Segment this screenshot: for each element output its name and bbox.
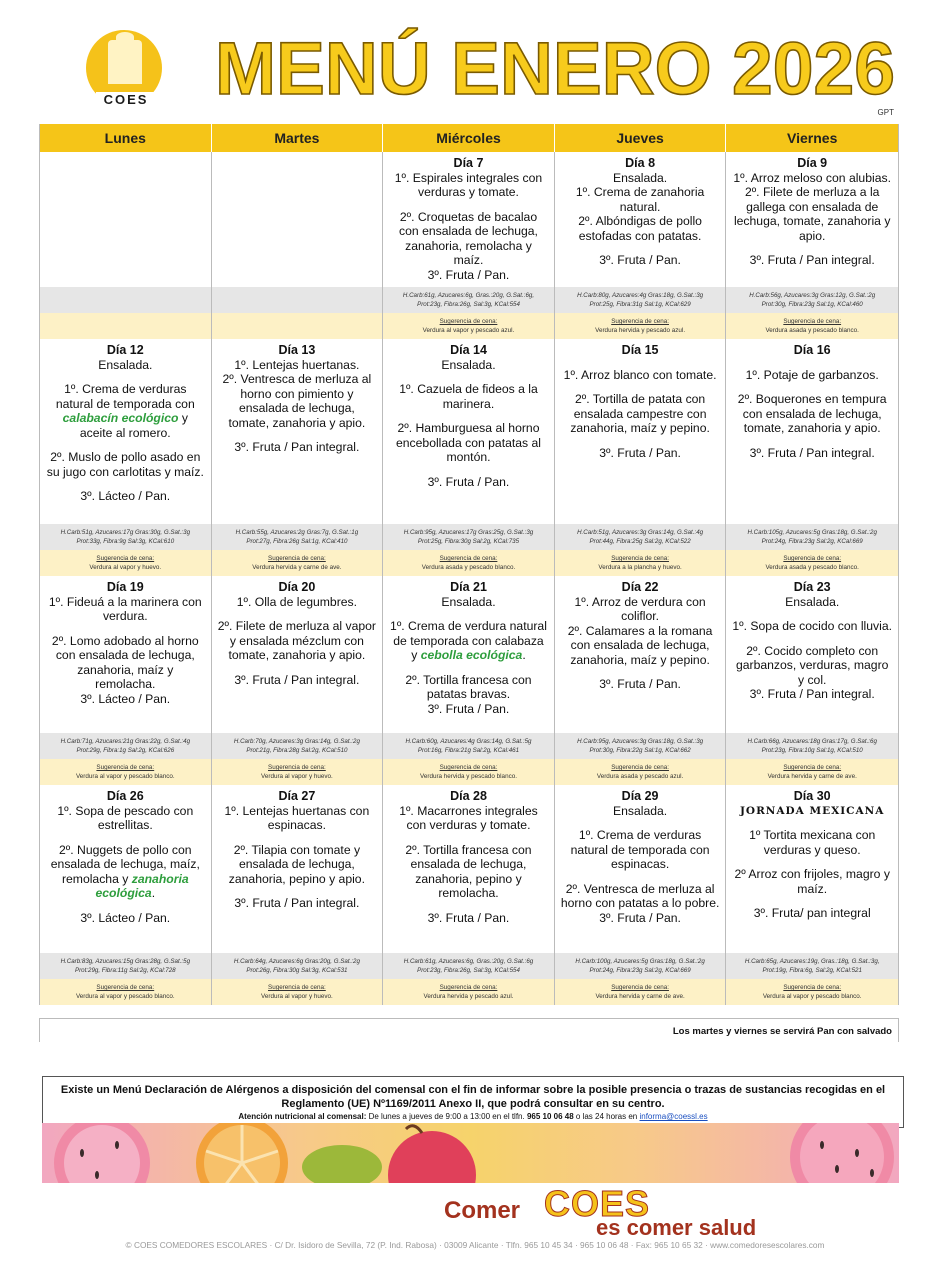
nutrition-line: H.Carb:100g, Azucares:5g Gras:18g, G.Sat.:2g (575, 958, 705, 965)
dish-line: 3º. Fruta / Pan. (427, 474, 510, 489)
dinner-suggestion-text: Verdura al vapor y huevo. (89, 564, 162, 571)
dinner-suggestion (383, 550, 554, 576)
dish-line: 3º. Lácteo / Pan. (80, 489, 171, 503)
dish-line: 2º. Calamares a la romana con ensalada de lechuga, zanahoria, maíz y pepino. (567, 623, 713, 667)
logo-text: COES (96, 92, 156, 107)
week-row (40, 785, 898, 1005)
day-number: Día 15 (621, 343, 659, 357)
dish-line: 1º. Macarrones integrales con verduras y tomate. (399, 803, 538, 832)
dinner-suggestion-text: Verdura hervida y pescado azul. (595, 327, 686, 334)
dinner-suggestion (212, 979, 383, 1005)
nutrition-info (40, 733, 211, 759)
day-number: Día 21 (450, 580, 487, 594)
dinner-suggestion (555, 550, 726, 576)
nutrition-info (383, 953, 554, 979)
week-row (40, 152, 898, 339)
day-cell (40, 576, 212, 785)
dinner-suggestion (726, 759, 898, 785)
nutrition-line: H.Carb:60g, Azucares:4g Gras:14g, G.Sat.:5g (405, 738, 532, 745)
day-number: Día 28 (450, 789, 487, 803)
slogan-coes: COES (544, 1183, 651, 1224)
page-title-text: MENÚ ENERO 2026 (215, 27, 895, 110)
dish-line: 1º Tortita mexicana con verduras y queso. (749, 828, 876, 857)
dish-line: Ensalada. (98, 357, 153, 372)
dish-line: 3º. Fruta / Pan integral. (749, 445, 875, 460)
dish-line: 3º. Fruta / Pan. (599, 677, 681, 691)
dish-line: Ensalada. (441, 594, 496, 609)
dinner-suggestion-text: Verdura asada y pescado azul. (596, 773, 684, 780)
dinner-suggestion-title: Sugerencia de cena: (783, 764, 842, 771)
nutrition-info (212, 524, 383, 550)
day-dishes (726, 576, 898, 733)
day-dishes (383, 576, 554, 733)
nutrition-line: Prot:21g, Fibra:28g Sal:2g, KCal:510 (246, 747, 348, 754)
dish-line: 1º. Sopa de pescado con estrellitas. (57, 803, 194, 832)
dinner-suggestion-text: Verdura al vapor y pescado blanco. (75, 993, 175, 1000)
nutrition-line: H.Carb:70g, Azucares:3g Gras:14g, G.Sat.:2g (233, 738, 360, 745)
day-cell (726, 339, 898, 576)
weekday-header: Martes (212, 124, 384, 152)
dinner-suggestion-text: Verdura asada y pescado blanco. (421, 564, 516, 571)
dinner-suggestion-text: Verdura al vapor y pescado azul. (422, 327, 515, 334)
day-number: Día 29 (621, 789, 659, 803)
day-number: Día 13 (278, 343, 316, 357)
dish-line: 3º. Fruta / Pan integral. (234, 440, 360, 454)
dinner-suggestion (555, 313, 726, 339)
dish-line: 1º. Arroz blanco con tomate. (563, 367, 717, 382)
nutrition-line: Prot:23g, Fibra:26g, Sal:3g, KCal:554 (417, 301, 520, 308)
dish-line: 3º. Fruta / Pan. (599, 910, 681, 925)
dinner-suggestion-text: Verdura a la plancha y huevo. (598, 564, 682, 571)
day-dishes (383, 339, 554, 524)
dinner-suggestion-text: Verdura asada y pescado blanco. (765, 564, 859, 571)
slogan (440, 1183, 800, 1243)
dinner-suggestion-text: Verdura hervida y carne de ave. (595, 993, 685, 1000)
nutrition-line: H.Carb:66g, Azucares:18g Gras:17g, G.Sat.:6g (747, 738, 877, 745)
dinner-suggestion (212, 313, 383, 339)
dinner-suggestion (40, 759, 211, 785)
day-number: Día 30 (793, 789, 831, 803)
dinner-suggestion-text: Verdura hervida y carne de ave. (767, 773, 857, 780)
dinner-suggestion (40, 313, 211, 339)
slogan-subtitle: es comer salud (596, 1215, 757, 1240)
nutrition-info (212, 287, 383, 313)
dish-line: 3º. Fruta / Pan integral. (749, 253, 875, 267)
eco-ingredient: zanahoria ecológica (95, 871, 189, 900)
nutrition-line: H.Carb:64g, Azucares:6g Gras:20g, G.Sat.:2g (233, 958, 360, 965)
coes-logo (82, 30, 164, 112)
day-dishes (40, 576, 211, 733)
day-dishes (555, 785, 726, 953)
nutrition-line: H.Carb:51g, Azucares:17g Gras:30g, G.Sat.:3g (60, 529, 191, 536)
nutrition-info (212, 953, 383, 979)
nutrition-phone: 965 10 06 48 (526, 1112, 574, 1121)
nutrition-line: Prot:44g, Fibra:25g Sal:2g, KCal:522 (589, 538, 691, 545)
dish-line: 1º. Olla de legumbres. (236, 594, 358, 609)
nutrition-line: Prot:26g, Fibra:30g Sal:3g, KCal:531 (246, 967, 348, 974)
weekday-header: Jueves (555, 124, 727, 152)
footer-address: © COES COMEDORES ESCOLARES · C/ Dr. Isidoro de Sevilla, 72 (P. Ind. Rabosa) · 03009 Alicante · Tlfn. 965 10 45 34 · 965 10 06 48 · Fax: 965 10 65 32 · www.comedoresescolares.com (125, 1240, 825, 1250)
day-cell (726, 785, 898, 1005)
special-day-label: JORNADA MEXICANA (739, 804, 885, 817)
nutrition-line: Prot:24g, Fibra:23g Sal:2g, KCal:669 (761, 538, 863, 545)
nutrition-line: H.Carb:71g, Azucares:21g Gras:22g, G.Sat.:4g (60, 738, 191, 745)
dish-line: 2º. Tortilla de patata con ensalada campestre con zanahoria, maíz y pepino. (570, 392, 710, 435)
dinner-suggestion-title: Sugerencia de cena: (268, 555, 326, 562)
nutrition-line: H.Carb:56g, Azucares:3g Gras:12g, G.Sat.:2g (749, 292, 876, 299)
nutrition-email-link[interactable]: informa@coessl.es (639, 1112, 708, 1121)
day-dishes (726, 785, 898, 953)
day-dishes (555, 152, 726, 287)
dish-line: 1º. Crema de verduras natural de temporada con calabacín ecológico y aceite al romero. (55, 382, 195, 440)
dinner-suggestion-text: Verdura al vapor y pescado blanco. (75, 773, 175, 780)
nutrition-line: Prot:33g, Fibra:9g Sal:3g, KCal:610 (76, 538, 175, 545)
day-cell (555, 576, 727, 785)
day-cell (212, 339, 384, 576)
dish-line: 2º. Lomo adobado al horno con ensalada de lechuga, zanahoria, maíz y remolacha. (51, 633, 199, 691)
day-number: Día 9 (797, 156, 828, 170)
dish-line: 3º. Fruta / Pan. (427, 701, 510, 716)
day-cell (212, 576, 384, 785)
dish-line: Ensalada. (785, 594, 840, 609)
nutrition-line: H.Carb:95g, Azucares:3g Gras:18g, G.Sat.:3g (577, 738, 704, 745)
nutrition-line: H.Carb:55g, Azucares:2g Gras:7g, G.Sat.:1g (235, 529, 359, 536)
day-number: Día 16 (793, 343, 831, 357)
nutrition-info (383, 287, 554, 313)
day-dishes (40, 152, 211, 287)
dish-line: 1º. Cazuela de fideos a la marinera. (399, 382, 538, 411)
nutrition-line: Prot:29g, Fibra:11g Sal:2g, KCal:728 (74, 967, 176, 974)
dinner-suggestion-text: Verdura asada y pescado blanco. (765, 327, 859, 334)
dish-line: 2º. Nuggets de pollo con ensalada de lechuga, maíz, remolacha y zanahoria ecológica. (50, 842, 200, 900)
day-dishes (383, 785, 554, 953)
dish-line: 1º. Sopa de cocido con lluvia. (732, 619, 892, 633)
nutrition-line: H.Carb:65g, Azucares:19g, Gras.:18g, G.Sat.:3g, (744, 958, 880, 965)
nutrition-info (212, 733, 383, 759)
dinner-suggestion-title: Sugerencia de cena: (783, 555, 842, 562)
dinner-suggestion-title: Sugerencia de cena: (96, 764, 155, 771)
dinner-suggestion (383, 759, 554, 785)
nutrition-info (383, 524, 554, 550)
dish-line: 3º. Fruta / Pan. (599, 445, 681, 460)
weekday-header-row (40, 124, 898, 152)
nutrition-info (555, 733, 726, 759)
day-cell (383, 152, 555, 339)
dinner-suggestion-text: Verdura hervida y pescado blanco. (420, 773, 517, 780)
dish-line: 3º. Fruta / Pan integral. (234, 672, 360, 687)
dish-line: 3º. Fruta/ pan integral (753, 906, 871, 920)
dish-line: 2º. Ventresca de merluza al horno con pimiento y ensalada de lechuga, tomate, zanahoria y apio. (222, 372, 372, 430)
weekday-header: Miércoles (383, 124, 555, 152)
dinner-suggestion (726, 313, 898, 339)
nutrition-info (726, 953, 898, 979)
nutrition-info (40, 287, 211, 313)
dinner-suggestion (212, 759, 383, 785)
day-cell (383, 339, 555, 576)
day-number: Día 7 (453, 156, 484, 170)
dish-line: Ensalada. (441, 357, 496, 372)
dish-line: Ensalada. (612, 803, 668, 818)
day-number: Día 26 (106, 789, 144, 803)
bread-note: Los martes y viernes se servirá Pan con salvado (39, 1018, 899, 1042)
dinner-suggestion-title: Sugerencia de cena: (439, 984, 498, 991)
day-number: Día 8 (625, 156, 656, 170)
day-cell (726, 576, 898, 785)
nutrition-info (555, 953, 726, 979)
nutrition-line: Prot:29g, Fibra:1g Sal:2g, KCal:626 (76, 747, 175, 754)
dinner-suggestion-title: Sugerencia de cena: (96, 984, 155, 991)
allergen-text: Existe un Menú Declaración de Alérgenos a disposición del comensal con el fin de informar sobre la posible presencia o trazas de sustancias recogidas en el Reglamento (UE) Nº1169/2011 Anexo II, que podrá consultar en su centro. (60, 1084, 886, 1110)
apple-icon (388, 1131, 476, 1183)
dinner-suggestion-title: Sugerencia de cena: (268, 764, 326, 771)
nutrition-line: Prot:24g, Fibra:23g Sal:2g, KCal:669 (589, 967, 691, 974)
dinner-suggestion-title: Sugerencia de cena: (96, 555, 155, 562)
dinner-suggestion (212, 550, 383, 576)
day-cell (40, 152, 212, 339)
dish-line: Ensalada. (612, 170, 668, 185)
day-dishes (726, 339, 898, 524)
dish-line: 2º. Croquetas de bacalao con ensalada de lechuga, zanahoria, remolacha y maíz. (399, 209, 538, 267)
dinner-suggestion-text: Verdura hervida y pescado azul. (423, 993, 514, 1000)
dinner-suggestion-title: Sugerencia de cena: (439, 318, 498, 325)
fruit-banner (42, 1123, 899, 1183)
day-dishes (40, 339, 211, 524)
day-dishes (40, 785, 211, 953)
day-dishes (212, 576, 383, 733)
day-number: Día 27 (278, 789, 316, 803)
dinner-suggestion-title: Sugerencia de cena: (611, 984, 669, 991)
day-cell (212, 785, 384, 1005)
dish-line: 2º. Filete de merluza al vapor y ensalada mézclum con tomate, zanahoria y apio. (217, 619, 376, 662)
day-cell (555, 785, 727, 1005)
week-row (40, 576, 898, 785)
nutrition-line: H.Carb:83g, Azucares:15g Gras:28g, G.Sat.:5g (60, 958, 191, 965)
dinner-suggestion-title: Sugerencia de cena: (611, 555, 669, 562)
dish-line: 3º. Fruta / Pan. (427, 267, 510, 282)
nutrition-info (726, 524, 898, 550)
dish-line: 2º. Boquerones en tempura con ensalada de lechuga, tomate, zanahoria y apio. (737, 392, 887, 435)
weekday-header: Viernes (787, 130, 838, 146)
nutrition-info (726, 287, 898, 313)
dish-line: 2º. Ventresca de merluza al horno con patatas a lo pobre. (560, 881, 720, 910)
dish-line: 3º. Fruta / Pan integral. (234, 896, 360, 910)
dinner-suggestion-title: Sugerencia de cena: (783, 984, 842, 991)
nutrition-contact-text-a: De lunes a jueves de 9:00 a 13:00 en el tlfn. (366, 1112, 527, 1121)
nutrition-contact-line (43, 1111, 903, 1122)
dish-line: 1º. Potaje de garbanzos. (745, 367, 879, 382)
dinner-suggestion-title: Sugerencia de cena: (439, 764, 498, 771)
dish-line: 3º. Lácteo / Pan. (80, 910, 171, 925)
nutrition-line: Prot:30g, Fibra:22g Sal:1g, KCal:662 (589, 747, 691, 754)
day-dishes (212, 785, 383, 953)
day-number: Día 23 (793, 580, 831, 594)
nutrition-info (555, 287, 726, 313)
day-number: Día 12 (106, 343, 144, 357)
dinner-suggestion-title: Sugerencia de cena: (268, 984, 326, 991)
nutrition-line: H.Carb:51g, Azucares:3g Gras:14g, G.Sat.:4g (577, 529, 704, 536)
dinner-suggestion-title: Sugerencia de cena: (611, 318, 669, 325)
dish-line: 1º. Crema de zanahoria natural. (575, 185, 705, 214)
day-dishes (383, 152, 554, 287)
dish-line: 1º. Crema de verdura natural de temporada con calabaza y cebolla ecológica. (390, 619, 547, 662)
dish-line: 2º. Tilapia con tomate y ensalada de lechuga, zanahoria, pepino y apio. (228, 842, 365, 886)
day-number: Día 14 (450, 343, 487, 357)
nutrition-line: Prot:30g, Fibra:23g Sal:1g, KCal:460 (761, 301, 863, 308)
page-title (210, 27, 900, 110)
dinner-suggestion-text: Verdura al vapor y huevo. (261, 993, 333, 1000)
dinner-suggestion (726, 550, 898, 576)
nutrition-line: Prot:27g, Fibra:26g Sal:1g, KCal:410 (246, 538, 348, 545)
dinner-suggestion-text: Verdura al vapor y huevo. (261, 773, 333, 780)
nutrition-line: Prot:25g, Fibra:31g Sal:1g, KCal:629 (589, 301, 691, 308)
dish-line: 2º. Tortilla francesa con ensalada de lechuga, zanahoria, pepino y remolacha. (405, 842, 532, 900)
day-cell (726, 152, 898, 339)
day-dishes (555, 339, 726, 524)
dish-line: 2º Arroz con frijoles, magro y maíz. (734, 867, 890, 896)
dinner-suggestion (383, 313, 554, 339)
dish-line: 2º. Albóndigas de pollo estofadas con patatas. (578, 214, 702, 243)
dinner-suggestion-title: Sugerencia de cena: (611, 764, 669, 771)
weeks-container (40, 152, 898, 1005)
day-cell (212, 152, 384, 339)
dish-line: 1º. Espirales integrales con verduras y tomate. (394, 170, 543, 199)
dish-line: 1º. Arroz meloso con alubias. (733, 170, 891, 185)
dish-line: 1º. Crema de verduras natural de temporada con espinacas. (570, 828, 710, 871)
day-dishes (555, 576, 726, 733)
fruit-illustration (42, 1123, 899, 1183)
day-dishes (726, 152, 898, 287)
dish-line: 3º. Fruta / Pan integral. (749, 687, 875, 701)
dish-line: 1º. Fideuá a la marinera con verdura. (48, 594, 202, 623)
dinner-suggestion (40, 979, 211, 1005)
day-number: Día 19 (106, 580, 144, 594)
dish-line: 3º. Lácteo / Pan. (80, 691, 171, 706)
slogan-comer: Comer (444, 1197, 521, 1224)
dinner-suggestion-text: Verdura al vapor y pescado blanco. (762, 993, 862, 1000)
dish-line: 1º. Lentejas huertanas con espinacas. (224, 803, 370, 832)
version-tag: GPT (877, 108, 894, 117)
nutrition-info (40, 524, 211, 550)
nutrition-line: H.Carb:61g, Azucares:6g, Gras.:20g, G.Sat.:6g (403, 958, 534, 965)
day-cell (555, 152, 727, 339)
nutrition-line: Prot:25g, Fibra:30g Sal:2g, KCal:735 (417, 538, 520, 545)
week-row (40, 339, 898, 576)
dinner-suggestion-text: Verdura hervida y carne de ave. (252, 564, 342, 571)
dinner-suggestion (40, 550, 211, 576)
logo-building-icon (108, 40, 142, 84)
dish-line: 2º. Cocido completo con garbanzos, verduras, magro y col. (735, 643, 889, 687)
dish-line: 3º. Fruta / Pan. (427, 910, 510, 925)
leaf-icon (302, 1145, 382, 1183)
day-number: Día 22 (621, 580, 659, 594)
allergen-notice (42, 1076, 904, 1128)
nutrition-info (383, 733, 554, 759)
nutrition-contact-label: Atención nutricional al comensal: (238, 1112, 367, 1121)
dinner-suggestion-title: Sugerencia de cena: (439, 555, 498, 562)
dish-line: 2º. Tortilla francesa con patatas bravas. (405, 672, 532, 701)
menu-table (39, 124, 899, 1005)
dish-line: 2º. Hamburguesa al horno encebollada con patatas al montón. (395, 421, 541, 464)
day-cell (383, 785, 555, 1005)
dinner-suggestion (383, 979, 554, 1005)
nutrition-info (726, 733, 898, 759)
nutrition-info (555, 524, 726, 550)
nutrition-line: H.Carb:95g, Azucares:17g Gras:25g, G.Sat.:3g (403, 529, 534, 536)
nutrition-line: Prot:23g, Fibra:26g, Sal:3g, KCal:554 (417, 967, 520, 974)
weekday-header: Lunes (40, 124, 212, 152)
nutrition-line: Prot:19g, Fibra:6g, Sal:2g, KCal:521 (762, 967, 862, 974)
dish-line: 2º. Muslo de pollo asado en su jugo con carlotitas y maíz. (46, 450, 204, 479)
nutrition-line: Prot:16g, Fibra:21g Sal:2g, KCal:461 (417, 747, 520, 754)
nutrition-line: H.Carb:80g, Azucares:4g Gras:18g, G.Sat.:3g (577, 292, 704, 299)
eco-ingredient: cebolla ecológica (420, 648, 523, 662)
day-dishes (212, 339, 383, 524)
dish-line: 1º. Arroz de verdura con coliflor. (574, 594, 706, 623)
dinner-suggestion-title: Sugerencia de cena: (783, 318, 842, 325)
day-number: Día 20 (278, 580, 316, 594)
nutrition-line: H.Carb:61g, Azucares:6g, Gras.:20g, G.Sat.:6g, (402, 292, 535, 299)
header (0, 0, 930, 122)
eco-ingredient: calabacín ecológico (62, 411, 179, 425)
day-cell (555, 339, 727, 576)
day-cell (40, 785, 212, 1005)
day-cell (383, 576, 555, 785)
dinner-suggestion (726, 979, 898, 1005)
day-dishes (212, 152, 383, 287)
day-cell (40, 339, 212, 576)
nutrition-contact-text-b: o las 24 horas en (573, 1112, 640, 1121)
nutrition-line: Prot:23g, Fibra:10g Sal:1g, KCal:510 (761, 747, 863, 754)
dinner-suggestion (555, 979, 726, 1005)
dish-line: 1º. Lentejas huertanas. (234, 357, 360, 372)
nutrition-line: H.Carb:105g, Azucares:5g Gras:18g, G.Sat.:2g (747, 529, 877, 536)
nutrition-info (40, 953, 211, 979)
dinner-suggestion (555, 759, 726, 785)
dish-line: 3º. Fruta / Pan. (599, 253, 681, 267)
dish-line: 2º. Filete de merluza a la gallega con ensalada de lechuga, tomate, zanahoria y apio. (733, 185, 891, 243)
